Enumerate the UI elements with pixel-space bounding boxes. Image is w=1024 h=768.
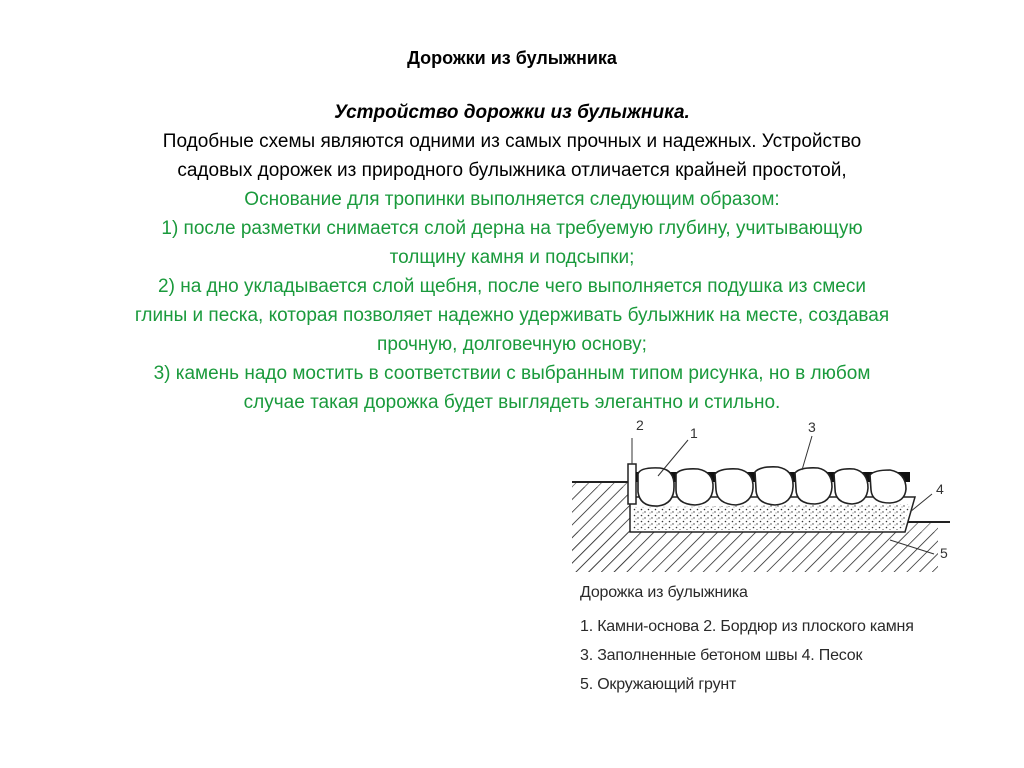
step-line: 1) после разметки снимается слой дерна на требуемую глубину, учитывающую — [161, 218, 863, 239]
step-line: Основание для тропинки выполняется следующим образом: — [244, 189, 780, 210]
step-line: глины и песка, которая позволяет надежно удерживать булыжник на месте, создавая — [134, 305, 890, 326]
step-line: 3) камень надо мостить в соответствии с выбранным типом рисунка, но в любом — [153, 363, 871, 384]
border-stone — [628, 464, 636, 504]
step-line: 2) на дно укладывается слой щебня, после чего выполняется подушка из смеси — [158, 276, 866, 297]
step-line: случае такая дорожка будет выглядеть элегантно и стильно. — [243, 392, 781, 413]
legend-line: 5. Окружающий грунт — [580, 676, 737, 693]
step-line: прочную, долговечную основу; — [377, 334, 647, 355]
intro-line: Подобные схемы являются одними из самых прочных и надежных. Устройство — [162, 131, 862, 152]
legend-line: 3. Заполненные бетоном швы 4. Песок — [580, 647, 863, 664]
label-5: 5 — [940, 545, 948, 561]
label-1: 1 — [690, 425, 698, 441]
subtitle: Устройство дорожки из булыжника. — [334, 102, 690, 123]
intro-line: садовых дорожек из природного булыжника отличается крайней простотой, — [177, 160, 847, 181]
page-title: Дорожки из булыжника — [407, 48, 617, 68]
article-body — [40, 98, 984, 417]
label-2: 2 — [636, 417, 644, 433]
legend-line: 1. Камни-основа 2. Бордюр из плоского камня — [580, 618, 914, 635]
label-3: 3 — [808, 419, 816, 435]
diagram-caption: Дорожка из булыжника — [580, 584, 748, 601]
step-line: толщину камня и подсыпки; — [389, 247, 635, 268]
label-4: 4 — [936, 481, 944, 497]
